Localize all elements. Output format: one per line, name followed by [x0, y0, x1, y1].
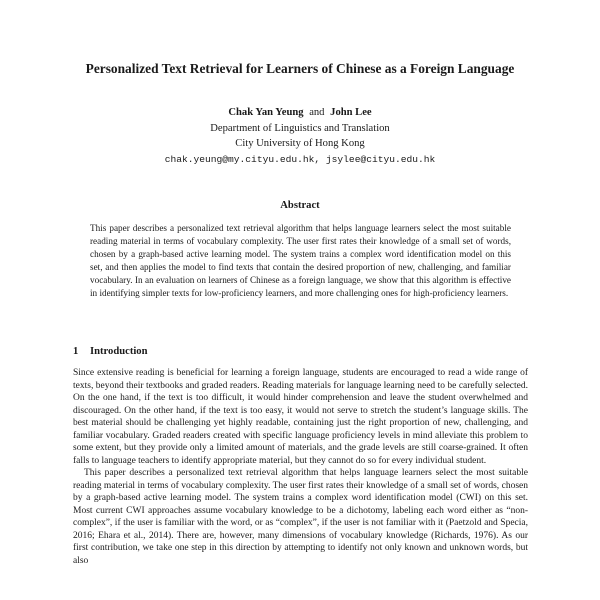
- section-title: Introduction: [90, 346, 148, 357]
- author-university: City University of Hong Kong: [235, 138, 365, 150]
- introduction-paragraph: Since extensive reading is beneficial for learning a foreign language, students are encouraged to read a wide range of texts, beyond their textbooks and graded readers. Reading materials for language learning need to be carefully selected. On the one hand, if the text is too difficult, it would hinder comprehension and leave the student overwhelmed and discouraged. On the other hand, if the text is too easy, it would not serve to stretch the student’s language skills. The best material should be challenging yet highly readable, containing just the right proportion of new, challenging, and familiar vocabulary. Graded readers created with specific language proficiency levels in mind alleviate this problem to some extent, but they provide only a limited amount of materials, and the grade levels are still coarse-grained. It often falls to language teachers to identify appropriate material, but they cannot do so for every individual student.: [73, 368, 528, 466]
- author-block: [100, 105, 500, 167]
- introduction-paragraph: This paper describes a personalized text retrieval algorithm that helps language learners select the most suitable reading material in terms of vocabulary complexity. The user first rates their knowledge of a small set of words, chosen by a graph-based active learning model. The system trains a complex word identification model (CWI) on this set. Most current CWI approaches assume vocabulary knowledge to be a dichotomy, labeling each word either as “non-complex”, if the user is familiar with the word, or as “complex”, if the user is not familiar with it (Paetzold and Specia, 2016; Ehara et al., 2014). There are, however, many dimensions of vocabulary knowledge (Richards, 1976). As our first contribution, we take one step in this direction by attempting to identify not only known and unknown words, but also: [73, 468, 528, 566]
- paper-title: Personalized Text Retrieval for Learners of Chinese as a Foreign Language: [85, 61, 515, 76]
- section-number: 1: [73, 346, 79, 357]
- author-department: Department of Linguistics and Translation: [210, 122, 390, 134]
- author-conjunction: and: [309, 107, 325, 118]
- abstract-body: This paper describes a personalized text retrieval algorithm that helps language learners select the most suitable reading material in terms of vocabulary complexity. The user first rates their knowledge of a small set of words, chosen by a graph-based active learning model. The system trains a complex word identification model on this set, and then applies the model to find texts that contain the desired proportion of new, challenging, and familiar vocabulary. In an evaluation on learners of Chinese as a foreign language, we show that this algorithm is effective in identifying simpler texts for low-proficiency learners, and more challenging ones for high-proficiency learners.: [90, 223, 511, 298]
- author-names: [100, 105, 500, 121]
- abstract-heading: Abstract: [280, 200, 320, 211]
- section-heading-introduction: [73, 346, 148, 357]
- author-name: Chak Yan Yeung: [228, 107, 304, 118]
- introduction-body: [73, 367, 528, 567]
- author-name: John Lee: [330, 107, 372, 118]
- author-emails: chak.yeung@my.cityu.edu.hk, jsylee@cityu.edu.hk: [164, 153, 436, 165]
